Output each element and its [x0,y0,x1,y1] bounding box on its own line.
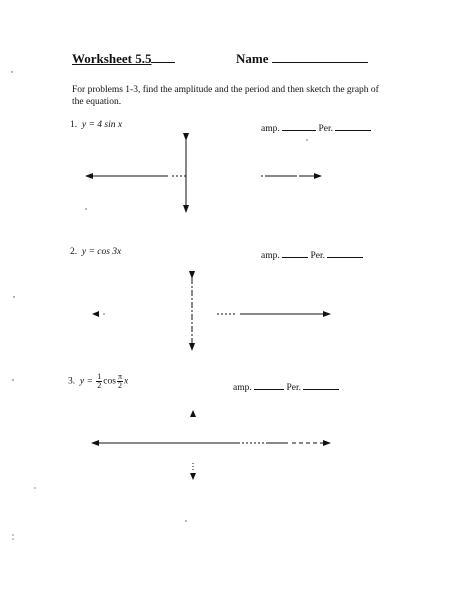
fraction-one-half: $\frac{1}{2}$ [97,372,102,390]
problem-2-equation: 2. y = cos 3x [70,247,122,257]
amp-label: amp. [261,251,280,261]
scan-specks [11,71,35,539]
instructions: For problems 1-3, find the amplitude and the period and then sketch the graph of the equation. [72,85,379,107]
per-label: Per. [310,251,325,261]
name-label: Name [236,51,269,66]
worksheet-title: Worksheet 5.5 [72,51,175,67]
problem-1-equation: 1. y = 4 sin x [70,120,123,130]
fraction-pi-over-two: $\frac{\pi}{2}$ [117,372,122,390]
per-label: Per. [318,124,333,134]
problem-3-equation: 3. y = $\frac{1}{2}$ cos $\frac{\pi}{2}$ x [68,372,129,390]
problem-2-axes [92,278,330,350]
problem-3-down-arrow [190,473,196,480]
problem-2-left-arrow [92,311,99,317]
problem-3-axes [92,410,330,522]
problem-3-up-arrow [190,410,196,417]
amp-label: amp. [233,383,252,393]
per-label: Per. [286,383,301,393]
problem-1-axes [85,139,321,212]
amp-label: amp. [261,124,280,134]
